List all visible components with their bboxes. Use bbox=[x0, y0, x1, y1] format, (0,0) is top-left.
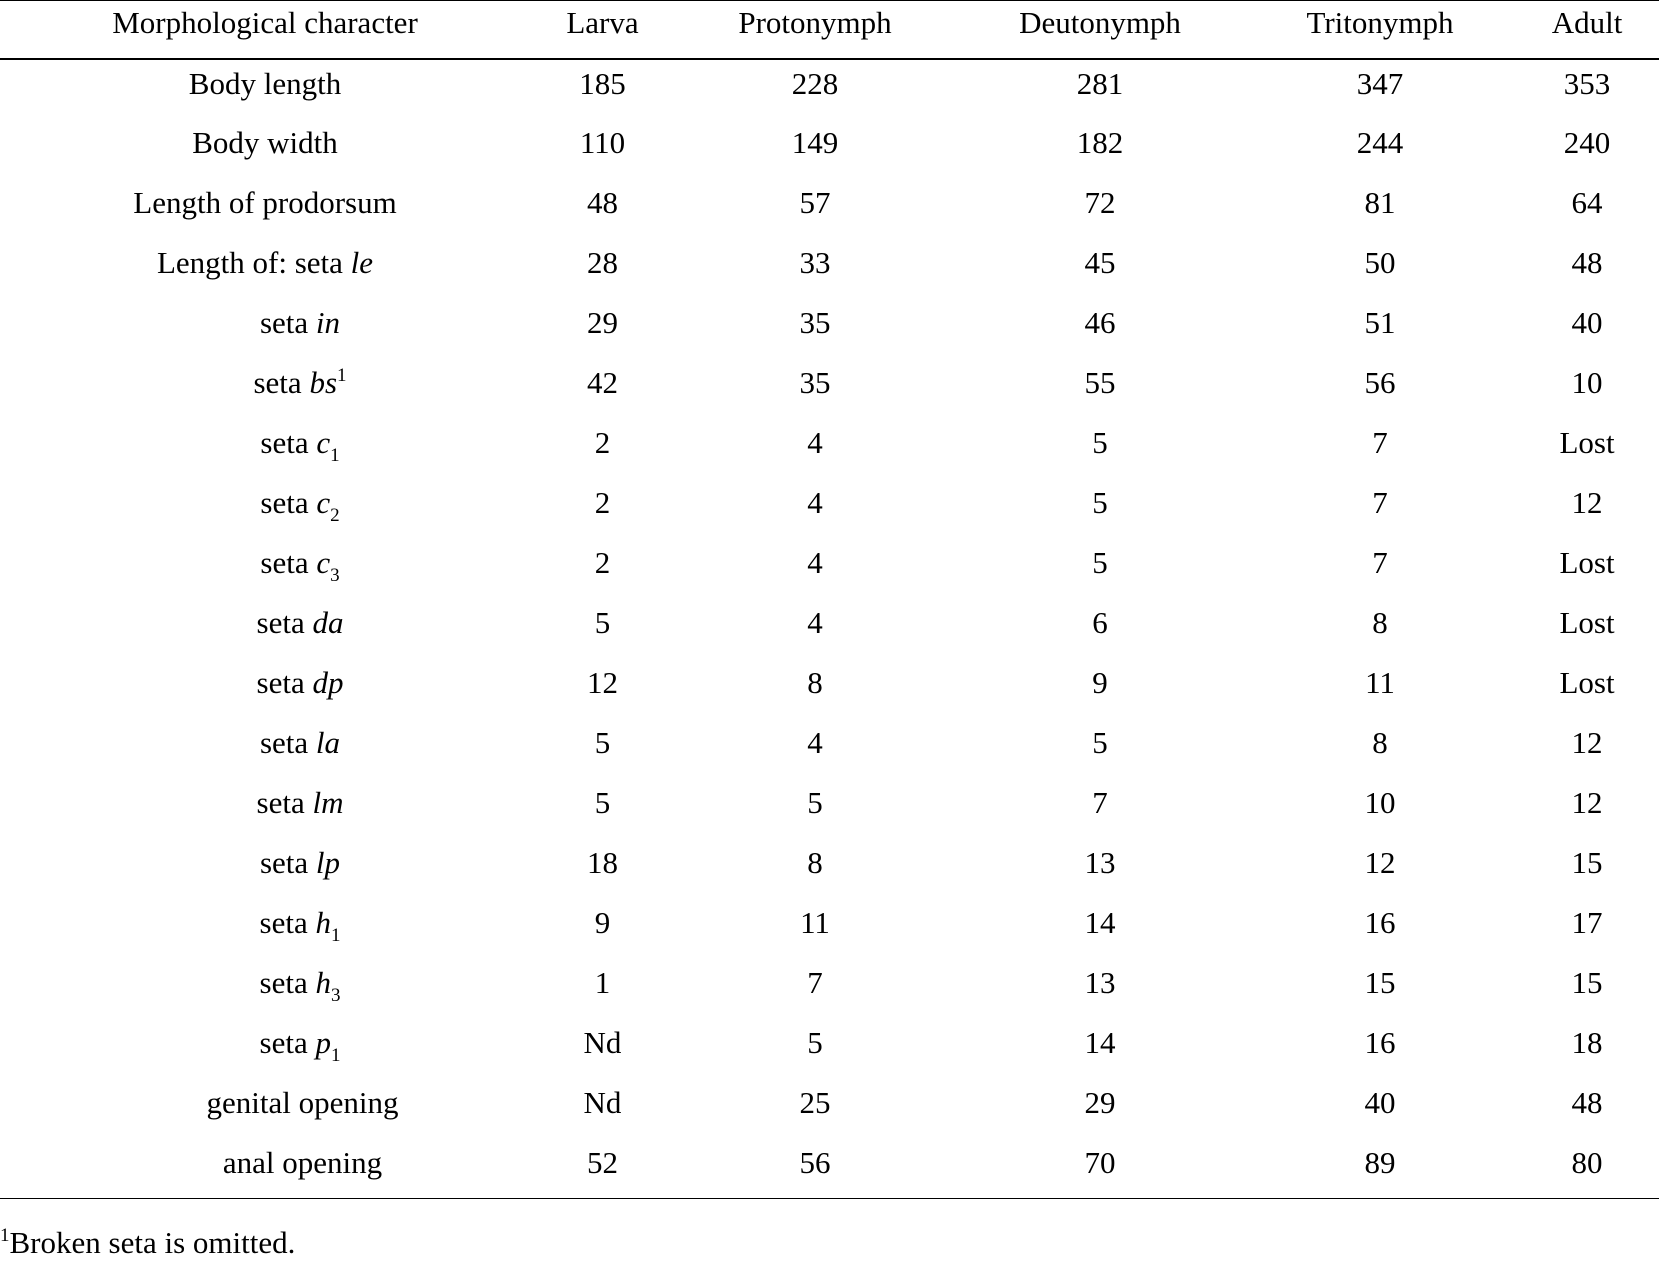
row-label-text: seta bbox=[253, 364, 310, 400]
row-label bbox=[0, 1019, 530, 1079]
cell-protonymph: 4 bbox=[807, 724, 823, 760]
cell-deutonymph: 70 bbox=[1084, 1144, 1116, 1180]
row-label bbox=[0, 479, 530, 539]
cell-larva: 2 bbox=[594, 484, 611, 520]
cell-deutonymph: 5 bbox=[1092, 544, 1108, 580]
row-label-text: anal opening bbox=[222, 1144, 383, 1180]
row-label bbox=[0, 299, 530, 359]
table-row bbox=[0, 1139, 1659, 1199]
cell-adult: 48 bbox=[1571, 244, 1603, 280]
cell-deutonymph: 46 bbox=[1084, 304, 1116, 340]
row-label-text: seta bbox=[260, 484, 317, 520]
cell-protonymph: 149 bbox=[791, 124, 839, 160]
cell-deutonymph: 13 bbox=[1084, 964, 1116, 1000]
cell-larva: 12 bbox=[587, 664, 618, 700]
cell-deutonymph: 14 bbox=[1084, 904, 1116, 940]
cell-adult: 15 bbox=[1571, 964, 1603, 1000]
table-row bbox=[0, 59, 1659, 119]
cell-deutonymph: 5 bbox=[1092, 484, 1108, 520]
header-morphological-character: Morphological character bbox=[112, 5, 418, 41]
row-label-subscript: 1 bbox=[330, 1044, 341, 1066]
row-label-text: seta bbox=[259, 1024, 316, 1060]
row-label-variable: in bbox=[315, 304, 341, 340]
cell-adult: 80 bbox=[1571, 1144, 1603, 1180]
cell-protonymph: 57 bbox=[799, 184, 831, 220]
cell-tritonymph: 8 bbox=[1372, 724, 1388, 760]
cell-adult: 12 bbox=[1571, 784, 1603, 820]
cell-tritonymph: 15 bbox=[1364, 964, 1396, 1000]
cell-larva: 2 bbox=[594, 424, 611, 460]
cell-larva: 29 bbox=[587, 304, 618, 340]
row-label-text: seta bbox=[259, 304, 316, 340]
row-label bbox=[0, 839, 530, 899]
cell-protonymph: 56 bbox=[799, 1144, 831, 1180]
row-label-text: seta bbox=[259, 844, 316, 880]
table-row bbox=[0, 659, 1659, 719]
header-larva: Larva bbox=[566, 5, 639, 41]
table-row bbox=[0, 539, 1659, 599]
row-label-text: seta bbox=[259, 724, 316, 760]
row-label bbox=[0, 959, 530, 1019]
header-tritonymph: Tritonymph bbox=[1306, 5, 1454, 41]
cell-protonymph: 11 bbox=[800, 904, 830, 940]
cell-adult: Lost bbox=[1559, 664, 1615, 700]
cell-protonymph: 228 bbox=[791, 65, 839, 101]
table-row bbox=[0, 419, 1659, 479]
row-label-variable: bs bbox=[309, 364, 338, 400]
cell-deutonymph: 29 bbox=[1084, 1084, 1116, 1120]
row-label bbox=[0, 659, 530, 719]
row-label-variable: dp bbox=[312, 664, 344, 700]
table-row bbox=[0, 299, 1659, 359]
cell-larva: 5 bbox=[594, 604, 611, 640]
row-label-subscript: 3 bbox=[330, 984, 341, 1006]
cell-adult: Lost bbox=[1559, 544, 1615, 580]
cell-tritonymph: 347 bbox=[1356, 65, 1404, 101]
row-label-text: Length of prodorsum bbox=[133, 184, 397, 220]
cell-larva: 5 bbox=[594, 724, 611, 760]
cell-deutonymph: 281 bbox=[1076, 65, 1124, 101]
row-label-variable: lp bbox=[315, 844, 341, 880]
row-label-variable: la bbox=[315, 724, 341, 760]
header-row bbox=[0, 1, 1659, 59]
row-label-variable: h bbox=[315, 964, 331, 1000]
header-protonymph: Protonymph bbox=[738, 5, 892, 41]
cell-adult: 48 bbox=[1571, 1084, 1603, 1120]
table-row bbox=[0, 779, 1659, 839]
table-body bbox=[0, 59, 1659, 1199]
row-label-text: seta bbox=[259, 964, 316, 1000]
row-label-text: Body length bbox=[188, 65, 342, 101]
cell-deutonymph: 5 bbox=[1092, 724, 1108, 760]
row-label-text: seta bbox=[256, 664, 313, 700]
cell-adult: 353 bbox=[1563, 65, 1611, 101]
row-label-text: seta bbox=[260, 424, 317, 460]
cell-larva: 185 bbox=[579, 65, 626, 101]
cell-larva: 110 bbox=[579, 124, 626, 160]
cell-protonymph: 4 bbox=[807, 484, 823, 520]
header-deutonymph: Deutonymph bbox=[1019, 5, 1181, 41]
table-row bbox=[0, 959, 1659, 1019]
footnote-text: Broken seta is omitted. bbox=[9, 1225, 296, 1260]
row-label-text: seta bbox=[256, 784, 313, 820]
row-label bbox=[0, 59, 530, 119]
cell-deutonymph: 182 bbox=[1076, 124, 1124, 160]
row-label-text: seta bbox=[260, 544, 317, 580]
cell-tritonymph: 244 bbox=[1356, 124, 1404, 160]
row-label bbox=[0, 419, 530, 479]
cell-tritonymph: 51 bbox=[1364, 304, 1396, 340]
row-label bbox=[0, 539, 530, 599]
cell-tritonymph: 11 bbox=[1365, 664, 1395, 700]
table-row bbox=[0, 119, 1659, 179]
row-label bbox=[0, 1139, 530, 1199]
table-row bbox=[0, 479, 1659, 539]
cell-tritonymph: 16 bbox=[1364, 904, 1396, 940]
cell-deutonymph: 72 bbox=[1084, 184, 1116, 220]
cell-adult: Lost bbox=[1559, 424, 1615, 460]
row-label-variable: lm bbox=[312, 784, 344, 820]
cell-adult: Lost bbox=[1559, 604, 1615, 640]
cell-deutonymph: 7 bbox=[1092, 784, 1108, 820]
cell-larva: Nd bbox=[583, 1084, 622, 1120]
cell-deutonymph: 6 bbox=[1092, 604, 1108, 640]
cell-tritonymph: 10 bbox=[1364, 784, 1396, 820]
cell-larva: 2 bbox=[594, 544, 611, 580]
cell-tritonymph: 89 bbox=[1364, 1144, 1396, 1180]
cell-larva: Nd bbox=[583, 1024, 622, 1060]
cell-adult: 64 bbox=[1571, 184, 1603, 220]
row-label bbox=[0, 779, 530, 839]
row-label bbox=[0, 359, 530, 419]
cell-protonymph: 4 bbox=[807, 544, 823, 580]
cell-tritonymph: 7 bbox=[1372, 424, 1388, 460]
cell-larva: 28 bbox=[587, 244, 618, 280]
row-label bbox=[0, 1079, 530, 1139]
cell-deutonymph: 45 bbox=[1084, 244, 1116, 280]
table-row bbox=[0, 839, 1659, 899]
cell-larva: 48 bbox=[587, 184, 618, 220]
table-header bbox=[0, 1, 1659, 59]
cell-larva: 18 bbox=[587, 844, 618, 880]
cell-larva: 5 bbox=[594, 784, 611, 820]
row-label bbox=[0, 179, 530, 239]
cell-adult: 18 bbox=[1571, 1024, 1603, 1060]
cell-adult: 240 bbox=[1563, 124, 1611, 160]
row-label-text: seta bbox=[256, 604, 313, 640]
row-label bbox=[0, 719, 530, 779]
footnote-marker: 1 bbox=[0, 1225, 10, 1246]
row-label-variable: c bbox=[316, 484, 331, 520]
cell-deutonymph: 14 bbox=[1084, 1024, 1116, 1060]
cell-larva: 42 bbox=[587, 364, 618, 400]
header-adult: Adult bbox=[1551, 5, 1623, 41]
row-label bbox=[0, 239, 530, 299]
row-label bbox=[0, 119, 530, 179]
row-label-subscript: 1 bbox=[330, 924, 341, 946]
cell-protonymph: 4 bbox=[807, 424, 823, 460]
cell-adult: 10 bbox=[1571, 364, 1603, 400]
row-label-subscript: 3 bbox=[330, 564, 340, 586]
row-label-variable: le bbox=[350, 244, 374, 280]
row-label-variable: h bbox=[315, 904, 331, 940]
table-row bbox=[0, 1019, 1659, 1079]
table-row bbox=[0, 719, 1659, 779]
cell-tritonymph: 7 bbox=[1372, 484, 1388, 520]
row-label-variable: c bbox=[316, 424, 331, 460]
cell-tritonymph: 7 bbox=[1372, 544, 1388, 580]
table-row bbox=[0, 359, 1659, 419]
table-row bbox=[0, 899, 1659, 959]
row-label-variable: da bbox=[312, 604, 344, 640]
cell-adult: 12 bbox=[1571, 724, 1603, 760]
row-label bbox=[0, 899, 530, 959]
cell-protonymph: 5 bbox=[807, 784, 823, 820]
cell-tritonymph: 40 bbox=[1364, 1084, 1396, 1120]
cell-tritonymph: 8 bbox=[1372, 604, 1388, 640]
cell-deutonymph: 5 bbox=[1092, 424, 1108, 460]
cell-adult: 40 bbox=[1571, 304, 1603, 340]
row-label-text: seta bbox=[259, 904, 316, 940]
cell-deutonymph: 55 bbox=[1084, 364, 1116, 400]
cell-tritonymph: 56 bbox=[1364, 364, 1396, 400]
cell-protonymph: 25 bbox=[799, 1084, 831, 1120]
cell-tritonymph: 16 bbox=[1364, 1024, 1396, 1060]
cell-tritonymph: 50 bbox=[1364, 244, 1396, 280]
cell-protonymph: 7 bbox=[807, 964, 823, 1000]
cell-tritonymph: 12 bbox=[1364, 844, 1396, 880]
cell-larva: 9 bbox=[594, 904, 611, 940]
row-label-variable: c bbox=[316, 544, 331, 580]
cell-protonymph: 35 bbox=[799, 304, 831, 340]
cell-adult: 15 bbox=[1571, 844, 1603, 880]
table-row bbox=[0, 1079, 1659, 1139]
table-row bbox=[0, 179, 1659, 239]
row-label-subscript: 1 bbox=[330, 444, 340, 466]
cell-deutonymph: 13 bbox=[1084, 844, 1116, 880]
row-label-subscript: 2 bbox=[330, 504, 340, 526]
table-row bbox=[0, 239, 1659, 299]
cell-larva: 52 bbox=[587, 1144, 618, 1180]
row-label-text: genital opening bbox=[206, 1084, 399, 1120]
row-label-superscript: 1 bbox=[337, 364, 347, 386]
cell-protonymph: 8 bbox=[807, 844, 823, 880]
row-label-variable: p bbox=[315, 1024, 331, 1060]
cell-protonymph: 4 bbox=[807, 604, 823, 640]
cell-tritonymph: 81 bbox=[1364, 184, 1396, 220]
row-label-text: Length of: seta bbox=[156, 244, 351, 280]
cell-deutonymph: 9 bbox=[1092, 664, 1108, 700]
table-row bbox=[0, 599, 1659, 659]
cell-protonymph: 33 bbox=[799, 244, 831, 280]
row-label-text: Body width bbox=[192, 124, 338, 160]
cell-protonymph: 35 bbox=[799, 364, 831, 400]
row-label bbox=[0, 599, 530, 659]
cell-protonymph: 5 bbox=[807, 1024, 823, 1060]
cell-adult: 12 bbox=[1571, 484, 1603, 520]
cell-protonymph: 8 bbox=[807, 664, 823, 700]
cell-larva: 1 bbox=[594, 964, 611, 1000]
table-footnote bbox=[0, 1225, 295, 1261]
cell-adult: 17 bbox=[1571, 904, 1603, 940]
